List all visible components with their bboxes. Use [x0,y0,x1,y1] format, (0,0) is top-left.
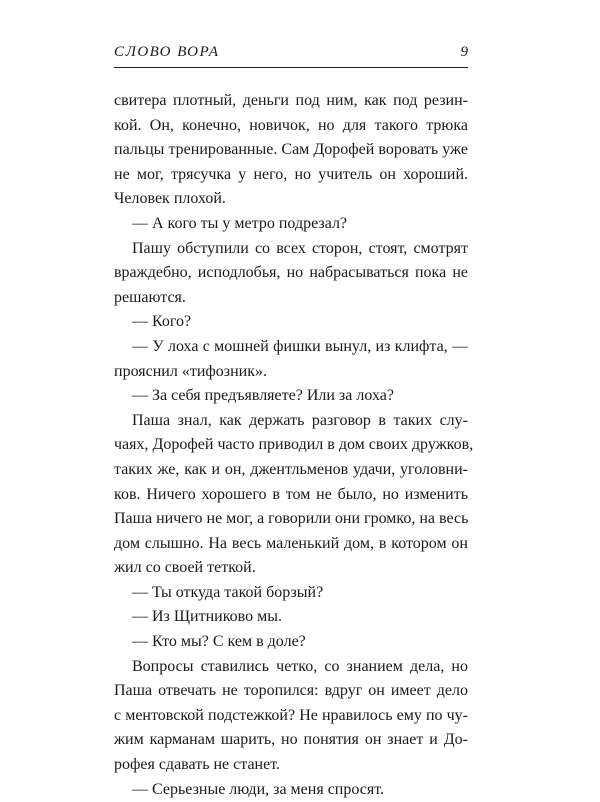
text-line: — У лоха с мошней фишки вынул, из клифта, — [132,337,468,355]
text-line: — За себя предъявляете? Или за лоха? [132,387,394,405]
text-line: Пашу обступили со всех сторон, стоят, смотрят [132,239,468,257]
text-line: чаях, Дорофей часто приводил в дом своих дружков, [114,436,474,454]
text-line: пальцы тренированные. Сам Дорофей воровать уже [114,141,468,159]
text-line: — Кого? [132,313,192,331]
text-line: с ментовской подстежкой? Не нравилось ему по чу- [114,706,468,724]
text-line: дом слышно. На весь маленький дом, в котором он [114,534,468,552]
text-line: — Из Щитниково мы. [132,608,282,626]
text-line: свитера плотный, деньги под ним, как под резин- [114,92,468,109]
text-line: жим карманам шарить, но понятия он знает и До- [114,731,468,749]
text-line: не мог, трясучка у него, но учитель он хороший. [114,165,468,183]
text-line: — Кто мы? С кем в доле? [132,633,306,651]
text-line: таких же, как и он, джентльменов удачи, уголовни- [114,460,468,478]
text-line: прояснил «тифозник». [114,362,267,380]
text-line: Паша ничего не мог, а говорили они громко, на весь [114,510,469,528]
running-title: СЛОВО ВОРА [114,44,220,60]
text-line: кой. Он, конечно, новичок, но для такого трюка [114,116,468,134]
text-line: Вопросы ставились четко, со знанием дела, но [132,657,468,675]
text-line: рофея сдавать не станет. [114,756,280,774]
text-line: — А кого ты у метро подрезал? [132,214,348,232]
text-line: решаются. [114,288,186,306]
body-text [114,89,474,802]
page-header [114,44,468,66]
text-line: враждебно, исподлобья, но набрасываться пока не [114,264,468,282]
text-line: — Ты откуда такой борзый? [132,583,324,601]
text-line: Паша отвечать не торопился: вдруг он имеет дело [114,682,468,700]
text-line: жил со своей теткой. [114,559,256,577]
header-rule [114,67,468,68]
page-number: 9 [460,44,468,60]
text-line: Паша знал, как держать разговор в таких слу- [132,411,468,429]
text-line: — Серьезные люди, за меня спросят. [132,780,385,798]
text-line: ков. Ничего хорошего в том не было, но изменить [114,485,468,503]
text-line: Человек плохой. [114,190,226,208]
